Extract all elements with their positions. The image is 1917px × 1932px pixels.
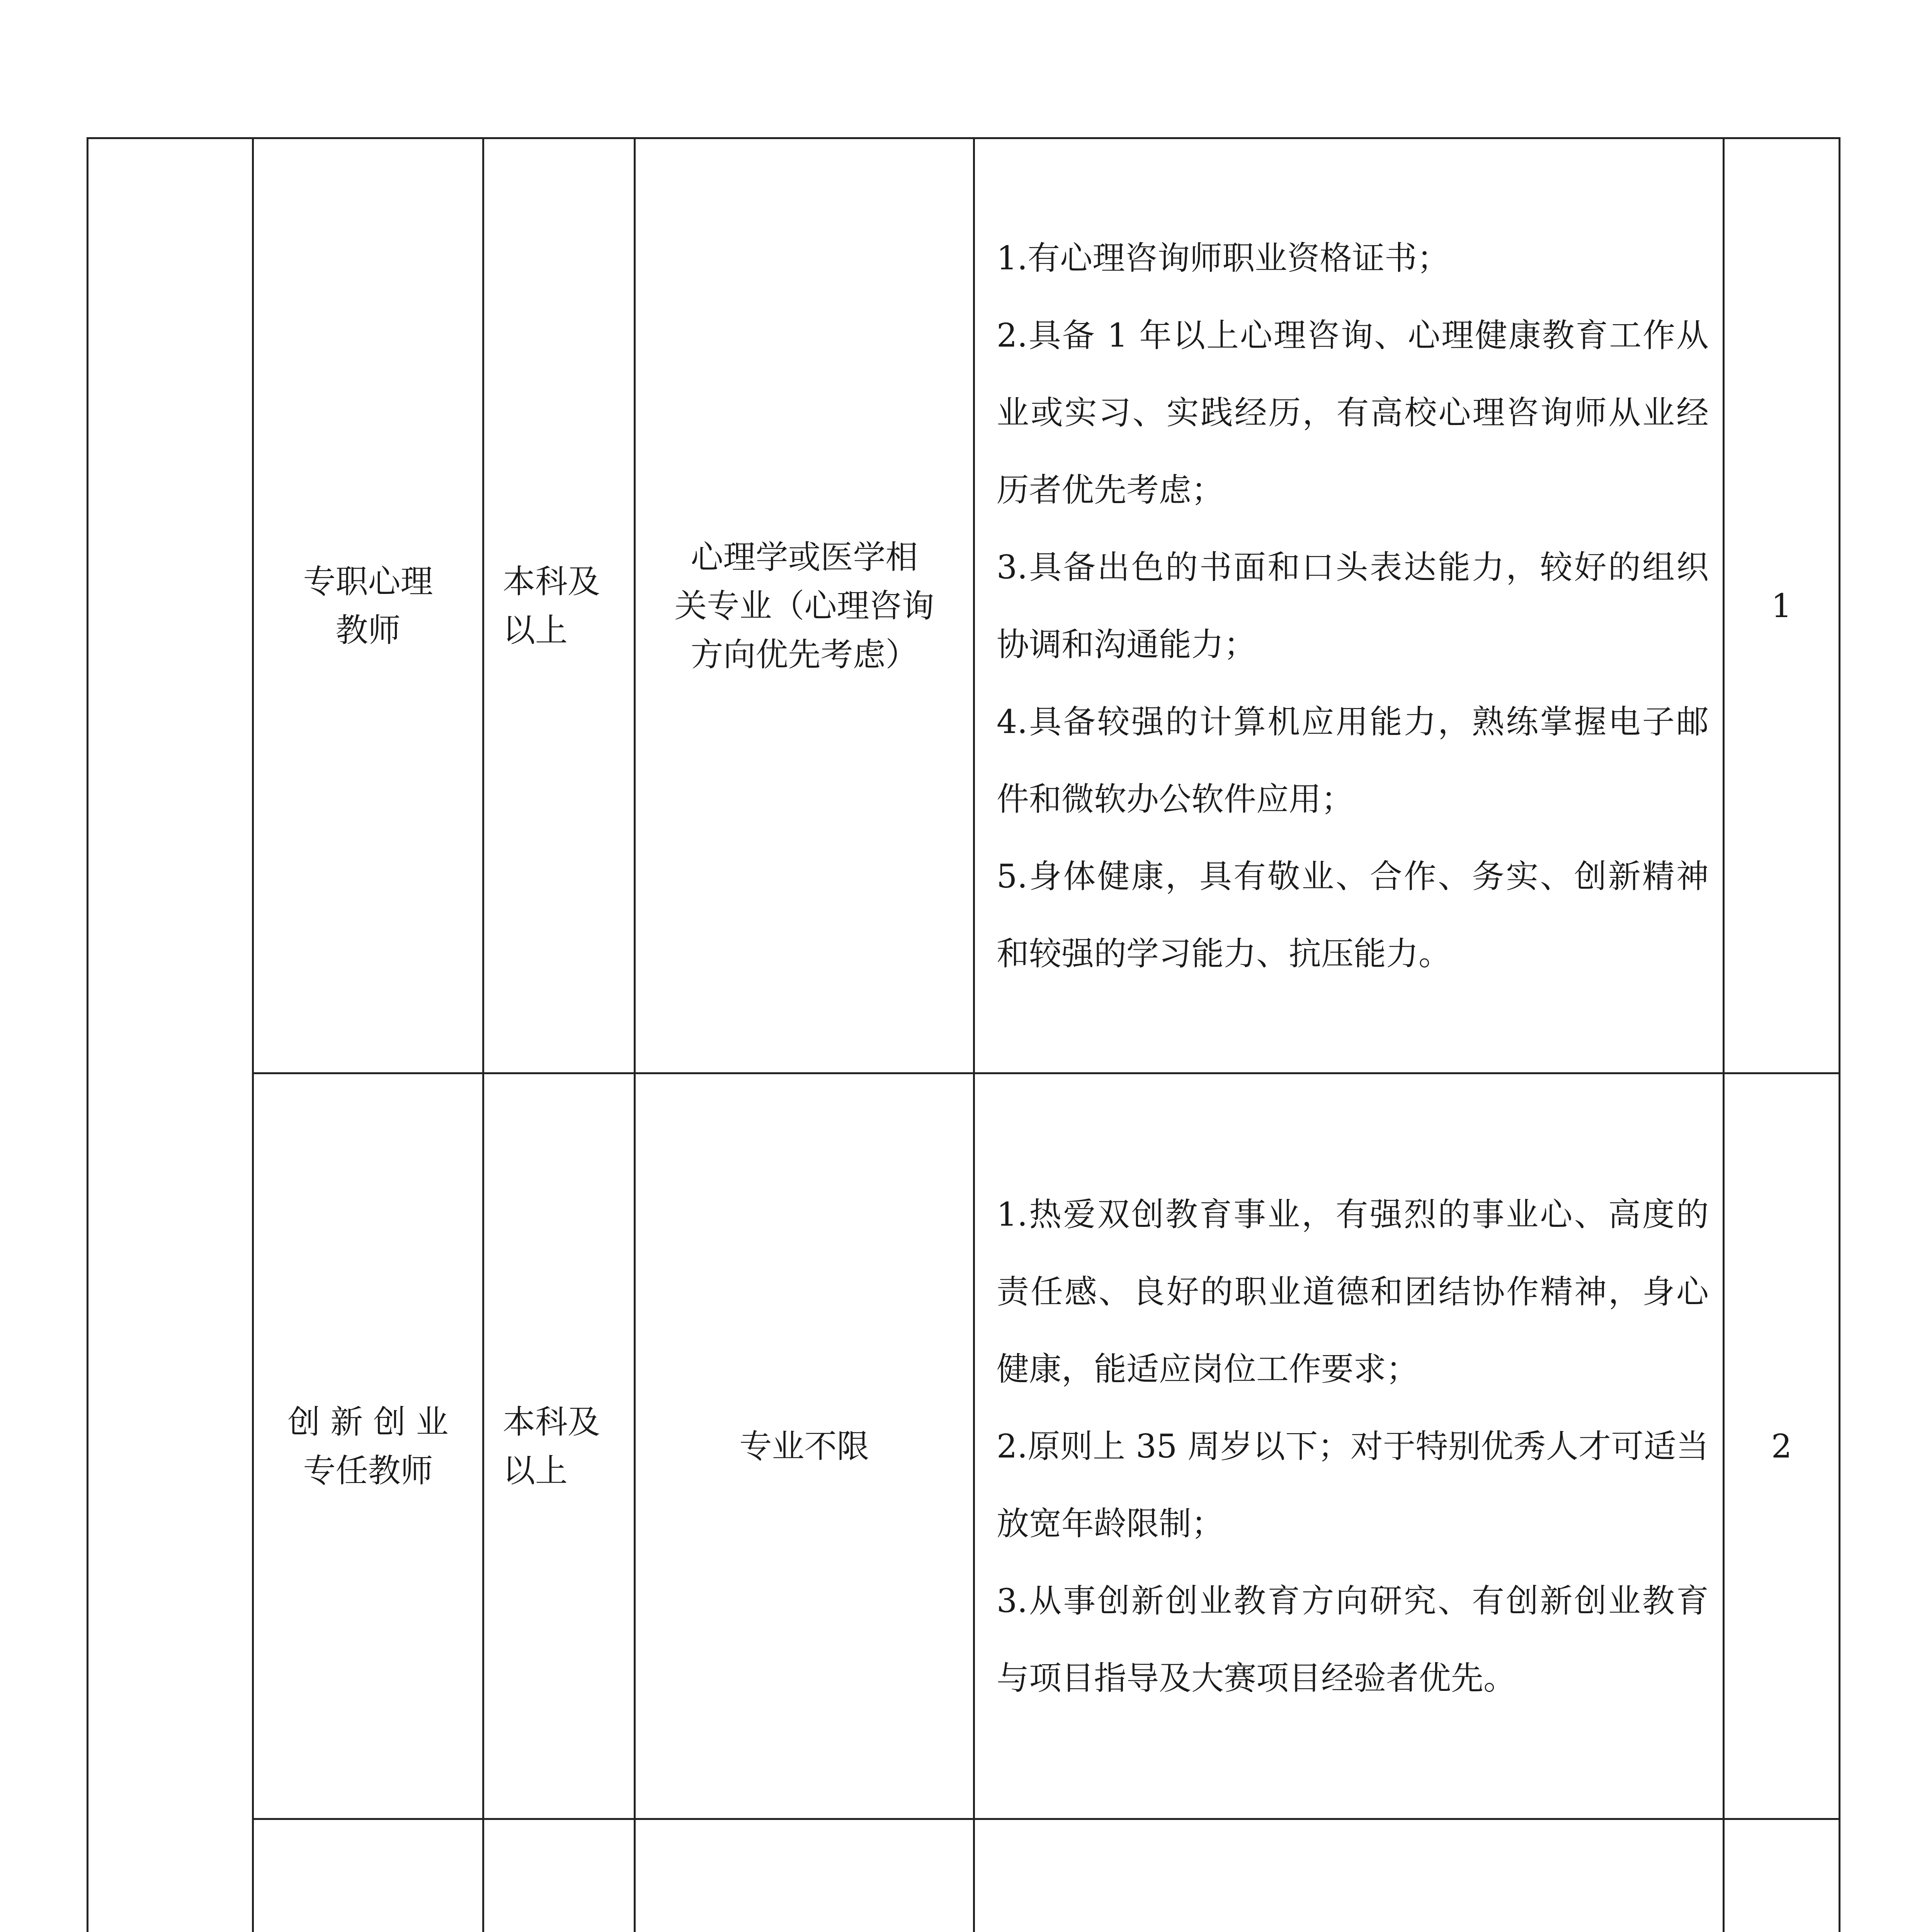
- education-cell: [483, 1073, 635, 1819]
- requirement-item: 1.热爱双创教育事业，有强烈的事业心、高度的责任感、良好的职业道德和团结协作精神，身心健康，能适应岗位工作要求；: [997, 1195, 1709, 1388]
- requirement-item: 2.原则上 35 周岁以下；对于特别优秀人才可适当放宽年龄限制；: [997, 1427, 1709, 1543]
- table-row: [88, 1073, 1840, 1819]
- position-cell: [253, 1819, 483, 1932]
- position-cell: [253, 1073, 483, 1819]
- major-cell: [635, 1073, 974, 1819]
- requirement-item: 2.具备 1 年以上心理咨询、心理健康教育工作从业或实习、实践经历，有高校心理咨询师从业经历者优先考虑；: [997, 316, 1709, 509]
- education-text: 本科及: [503, 1403, 600, 1441]
- requirements-cell: [974, 1073, 1724, 1819]
- major-text: 心理学或医学相: [691, 538, 918, 576]
- headcount-cell: 1: [1724, 138, 1840, 1073]
- major-cell: [635, 138, 974, 1073]
- position-text: 专任教师: [303, 1451, 433, 1490]
- table-row: [88, 1819, 1840, 1932]
- position-text: 专职心理: [303, 562, 433, 600]
- requirement-item: 3.具备出色的书面和口头表达能力，较好的组织协调和沟通能力；: [997, 548, 1709, 663]
- education-text: 本科及: [503, 562, 600, 600]
- requirement-item: 4.具备较强的计算机应用能力，熟练掌握电子邮件和微软办公软件应用；: [997, 702, 1709, 818]
- education-text: 以上: [503, 1451, 568, 1490]
- requirement-item: 3.从事创新创业教育方向研究、有创新创业教育与项目指导及大赛项目经验者优先。: [997, 1582, 1709, 1697]
- major-text: 关专业（心理咨询: [674, 587, 934, 625]
- table-row: [88, 138, 1840, 1073]
- education-text: 以上: [503, 611, 568, 649]
- requirements-cell: [974, 1819, 1724, 1932]
- category-cell: [88, 138, 253, 1932]
- position-cell: [253, 138, 483, 1073]
- position-text: 创 新 创 业: [287, 1403, 449, 1441]
- headcount-cell: [1724, 1819, 1840, 1932]
- education-cell: [483, 1819, 635, 1932]
- requirement-item: [997, 1923, 1709, 1932]
- major-cell: [635, 1819, 974, 1932]
- major-text: 方向优先考虑）: [691, 635, 918, 673]
- headcount-cell: 2: [1724, 1073, 1840, 1819]
- requirements-cell: [974, 138, 1724, 1073]
- recruitment-table: [87, 137, 1840, 1932]
- position-text: 教师: [335, 611, 401, 649]
- requirement-item: 5.身体健康，具有敬业、合作、务实、创新精神和较强的学习能力、抗压能力。: [997, 857, 1709, 973]
- major-text: 专业不限: [739, 1427, 869, 1465]
- education-cell: [483, 138, 635, 1073]
- requirement-item: 1.有心理咨询师职业资格证书；: [997, 239, 1450, 277]
